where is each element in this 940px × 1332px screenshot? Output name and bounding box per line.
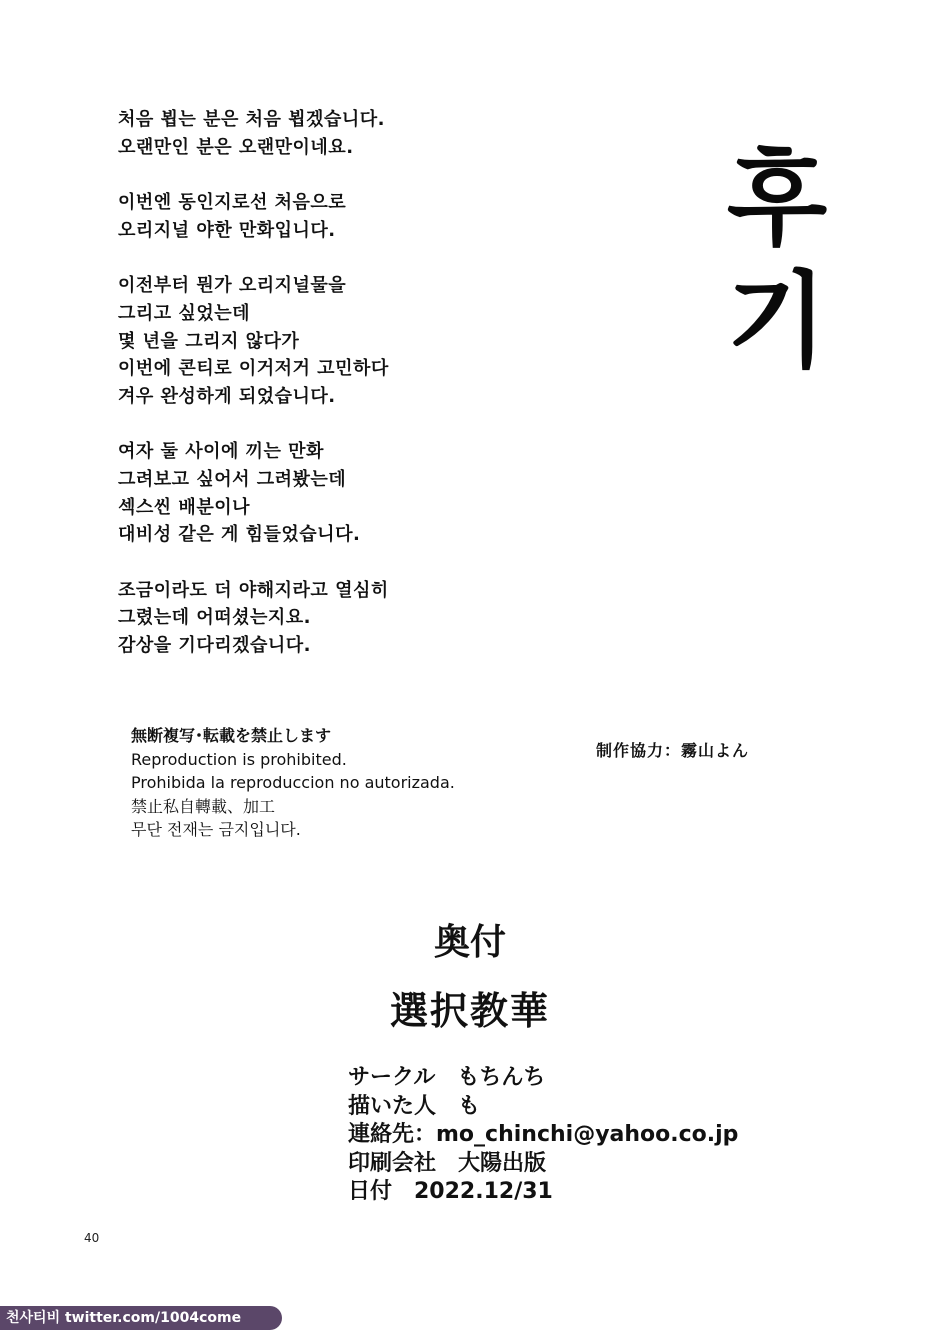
notice-line-english: Reproduction is prohibited. (131, 749, 347, 769)
afterword-line: 이번엔 동인지로선 처음으로 (118, 192, 347, 214)
colophon-details (348, 1064, 788, 1207)
notice-line-chinese: 禁止私自轉載、加工 (131, 796, 276, 816)
afterword-line: 그렸는데 어떠셨는지요. (118, 607, 311, 629)
afterword-line: 감상을 기다리겠습니다. (118, 634, 311, 656)
afterword-brush-title (722, 138, 832, 382)
watermark-banner: 천사티비 twitter.com/1004come (0, 1306, 282, 1330)
afterword-paragraph-1 (118, 106, 538, 161)
colophon-heading: 奥付 (433, 921, 506, 963)
afterword-line: 그려보고 싶어서 그려봤는데 (118, 468, 347, 490)
notice-line-korean: 무단 전재는 금지입니다. (131, 820, 301, 839)
afterword-line: 그리고 싶었는데 (118, 302, 250, 324)
brush-title-char: 기 (726, 259, 828, 382)
production-cooperation: 制作協力：霧山よん (596, 741, 750, 760)
afterword-line: 겨우 완성하게 되었습니다. (118, 385, 336, 407)
notice-line-japanese: 無断複写･転載を禁止します (131, 726, 332, 745)
afterword-paragraph-4 (118, 438, 538, 548)
afterword-line: 섹스씬 배분이나 (118, 496, 250, 518)
afterword-line: 여자 둘 사이에 끼는 만화 (118, 441, 324, 463)
afterword-paragraph-5 (118, 577, 538, 660)
afterword-line: 조금이라도 더 야해지라고 열심히 (118, 579, 389, 601)
colophon-contact: 連絡先：mo_chinchi@yahoo.co.jp (348, 1122, 739, 1148)
afterword-line: 몇 년을 그리지 않다가 (118, 330, 300, 352)
afterword-line: 대비성 같은 게 힘들었습니다. (118, 524, 361, 546)
afterword-line: 이전부터 뭔가 오리지널물을 (118, 275, 347, 297)
colophon-date: 日付 2022.12/31 (348, 1179, 553, 1205)
notice-line-spanish: Prohibida la reproduccion no autorizada. (131, 773, 455, 792)
colophon-printer: 印刷会社 大陽出版 (348, 1150, 547, 1176)
colophon-artist: 描いた人 も (348, 1093, 481, 1119)
colophon-circle: サークル もちんち (348, 1065, 546, 1090)
book-title: 選択教華 (389, 988, 550, 1033)
afterword-text (118, 106, 538, 688)
brush-title-char: 후 (726, 137, 828, 260)
page-number: 40 (84, 1231, 100, 1245)
copyright-notice (131, 724, 551, 842)
afterword-line: 오리지널 야한 만화입니다. (118, 219, 336, 241)
afterword-line: 이번에 콘티로 이거저거 고민하다 (118, 358, 389, 380)
afterword-paragraph-2 (118, 189, 538, 244)
afterword-paragraph-3 (118, 272, 538, 410)
afterword-line: 처음 뵙는 분은 처음 뵙겠습니다. (118, 109, 385, 130)
afterword-line: 오랜만인 분은 오랜만이네요. (118, 136, 354, 158)
